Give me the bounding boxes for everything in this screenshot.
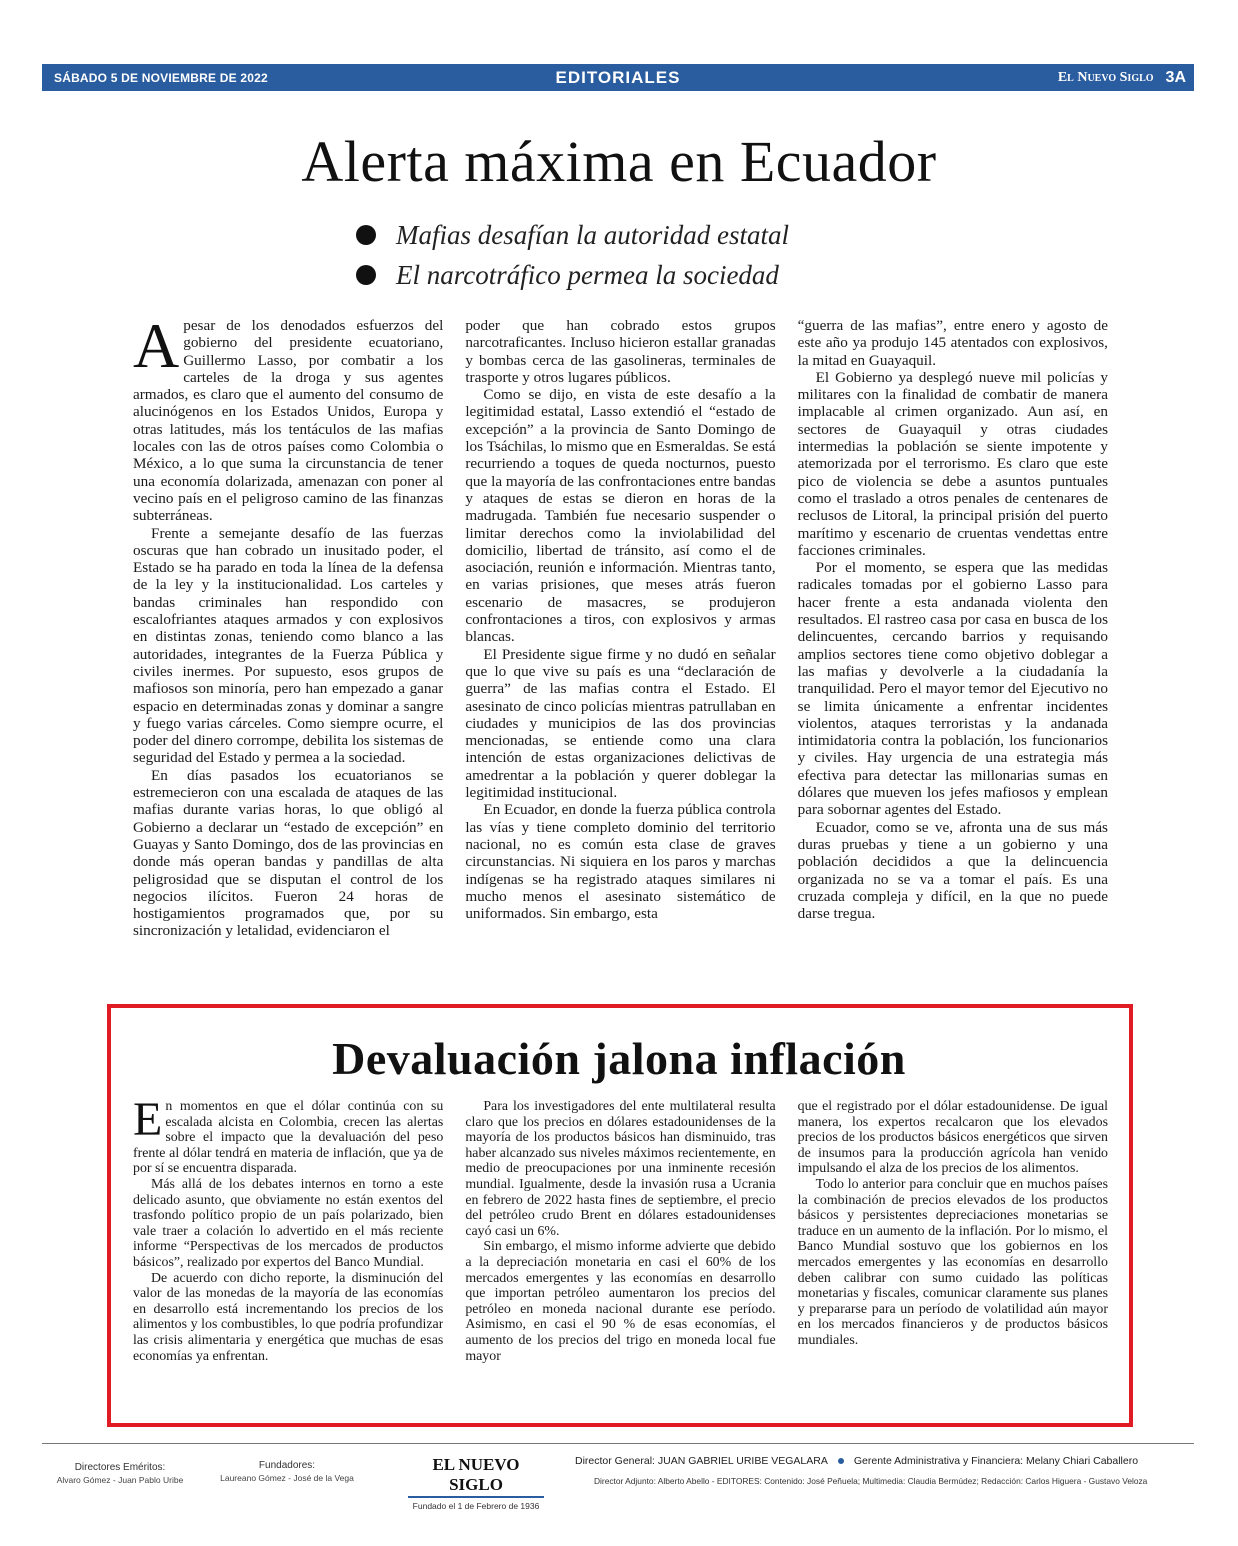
paragraph: Todo lo anterior para concluir que en muchos países la combinación de precios elevados de los productos básicos y persistentes depreciaciones monetarias se traduce en un aumento de la inflación. Por lo mismo, el Banco Mundial sostuvo que los gobiernos en los mercados emergentes y las economías en desarrollo deben calibrar con sumo cuidado las políticas monetarias y fiscales, comunicar claramente sus planes y prepararse para un período de volatilidad aún mayor en los mercados financieros y de productos básicos mundiales. xyxy=(797,1176,1108,1348)
subhead-2 xyxy=(356,255,789,295)
paragraph: Ecuador, como se ve, afronta una de sus más duras pruebas y tiene a un gobierno y una población decididos a que la delincuencia organizada no se va a tomar el país. Es una cruzada compleja y difícil, en la que no puede darse tregua. xyxy=(797,818,1108,923)
footer-divider xyxy=(42,1443,1194,1444)
paragraph: Apesar de los denodados esfuerzos del gobierno del presidente ecuatoriano, Guillermo Lasso, por combatir a los carteles de la droga y sus agentes armados, es claro que el aumento del consumo de alucinógenos en los Estados Unidos, Europa y otras latitudes, más los tentáculos de las mafias locales con las de otros países como Colombia o México, a lo que suma la circunstancia de tener una economía dolarizada, amenazan con poner al vecino país en el peligroso camino de las finanzas subterráneas. xyxy=(133,317,444,525)
issue-date: SÁBADO 5 DE NOVIEMBRE DE 2022 xyxy=(54,70,268,85)
paragraph: Más allá de los debates internos en torno a este delicado asunto, que obviamente no están exentos del trasfondo político propio de un país polarizado, bien vale traer a colación lo advertido en el más reciente informe “Perspectivas de los mercados de productos básicos”, realizado por expertos del Banco Mundial. xyxy=(133,1176,444,1270)
separator-dot-icon xyxy=(838,1458,844,1464)
page-header-bar xyxy=(42,64,1194,91)
editorial-2-headline: Devaluación jalona inflación xyxy=(332,1033,906,1084)
paragraph: Por el momento, se espera que las medidas radicales tomadas por el gobierno Lasso para hacer frente a esta andanada violenta den resultados. El rastreo casa por casa en busca de los delincuentes, cercando barrios y requisando amplios sectores tiene como objetivo doblegar a las mafias y devolverle a la ciudadanía la tranquilidad. Pero el mayor temor del Ejecutivo no se limita únicamente a enfrentar incidentes violentos, ataques terroristas y la andanada intimidatoria contra la población, los funcionarios y civiles. Hay urgencia de una estrategia más efectiva para detectar las millonarias sumas en dólares que mueven los jefes mafiosos y emplean para sobornar agentes del Estado. xyxy=(797,559,1108,819)
directores-names: Alvaro Gómez - Juan Pablo Uribe xyxy=(56,1475,184,1485)
editorial-2-column-2 xyxy=(465,1099,775,1409)
editorial-1-column-2 xyxy=(465,317,775,990)
masthead-line-2: Director Adjunto: Alberto Abello - EDITORES: Contenido: José Peñuela; Multimedia: Claudia Bermúdez; Redacción: Carlos Higuera - Gustavo Veloza xyxy=(594,1476,1148,1486)
directores-emeritos xyxy=(50,1462,190,1485)
directores-title: Directores Eméritos: xyxy=(74,1462,166,1473)
editorial-1-column-1 xyxy=(133,317,443,990)
editorial-2-column-3 xyxy=(798,1099,1108,1409)
paragraph: “guerra de las mafias”, entre enero y agosto de este año ya produjo 145 atentados con explosivos, la mitad en Guayaquil. xyxy=(797,317,1108,369)
subhead-1 xyxy=(356,215,789,255)
newspaper-brand: El Nuevo Siglo xyxy=(1057,69,1154,85)
fundadores xyxy=(212,1460,362,1483)
editorial-2-body xyxy=(133,1099,1108,1409)
page-number: 3A xyxy=(1165,68,1186,86)
gerente: Gerente Administrativa y Financiera: Melany Chiari Caballero xyxy=(853,1455,1139,1467)
paragraph: Como se dijo, en vista de este desafío a la legitimidad estatal, Lasso extendió el “estado de excepción” a la provincia de Santo Domingo de los Tsáchilas, lo mismo que en Esmeraldas. Se está recurriendo a toques de queda nocturnos, puesto que la mayoría de las confrontaciones entre bandas y ataques de estas se dieron en horas de la madrugada. También fue necesario suspender o limitar derechos como la inviolabilidad del domicilio, libertad de tránsito, así como el de asociación, reunión e información. Mientras tanto, en varias prisiones, que meses atrás fueron escenario de masacres, se produjeron confrontaciones a tiros, con explosivos y armas blancas. xyxy=(465,386,776,646)
fundadores-names: Laureano Gómez - José de la Vega xyxy=(220,1473,354,1483)
section-title: EDITORIALES xyxy=(555,67,681,87)
drop-cap: E xyxy=(133,1099,163,1146)
paragraph: El Gobierno ya desplegó nueve mil policías y militares con la finalidad de combatir de manera implacable al crimen organizado. Aun así, en sectores de Guayaquil y otras ciudades intermedias la población se siente impotente y atemorizada por el terrorismo. Es claro que este pico de violencia se debe a asuntos puntuales como el traslado a otros penales de centenares de reclusos de Litoral, la principal prisión del puerto marítimo y escenario de cruentas vendettas entre facciones criminales. xyxy=(797,368,1108,559)
fundadores-title: Fundadores: xyxy=(258,1460,316,1471)
editorial-2-column-1 xyxy=(133,1099,443,1409)
masthead-line-1 xyxy=(575,1455,1138,1467)
paragraph: En días pasados los ecuatorianos se estremecieron con una escalada de ataques de las mafias durante varias horas, lo que obligó al Gobierno a declarar un “estado de excepción” en Guayas y Santo Domingo, dos de las provincias en donde más operan bandas y pandillas de alta peligrosidad que se disputan el control de los negocios ilícitos. Fueron 24 horas de hostigamientos programados que, por su sincronización y letalidad, evidenciaron el xyxy=(133,766,444,940)
bullet-icon xyxy=(356,225,376,245)
drop-cap: A xyxy=(133,317,180,381)
subhead-text: Mafias desafían la autoridad estatal xyxy=(396,219,790,250)
paragraph: poder que han cobrado estos grupos narcotraficantes. Incluso hicieron estallar granadas y bombas cerca de las gasolineras, terminales de trasporte y otros lugares públicos. xyxy=(465,317,776,386)
subhead-text: El narcotráfico permea la sociedad xyxy=(396,259,779,290)
director-general: Director General: JUAN GABRIEL URIBE VEGALARA xyxy=(575,1455,828,1467)
editorial-1-column-3 xyxy=(798,317,1108,990)
footer-logo xyxy=(408,1455,544,1511)
paragraph: Sin embargo, el mismo informe advierte que debido a la depreciación monetaria en casi el 60% de los mercados emergentes y las economías en desarrollo que importan petróleo aumentaron los precios del petróleo en moneda nacional durante ese período. Asimismo, en casi el 90 % de esas economías, el aumento de los precios del trigo en moneda local fue mayor xyxy=(465,1239,776,1364)
paragraph: Frente a semejante desafío de las fuerzas oscuras que han cobrado un inusitado poder, el Estado se ha parado en toda la línea de la defensa de la ley y la institucionalidad. Los carteles y bandas criminales han respondido con escalofriantes ataques armados y con explosivos en distintas zonas, teniendo como blanco a las autoridades, integrantes de la Fuerza Pública y civiles inermes. Por supuesto, esos grupos de mafiosos son minoría, pero han empezado a ganar espacio en determinadas zonas y dominar a sangre y fuego varias cárceles. Como siempre ocurre, el poder del dinero corrompe, debilita los sistemas de seguridad del Estado y permea a la sociedad. xyxy=(133,524,444,767)
paragraph: Para los investigadores del ente multilateral resulta claro que los precios en dólares estadounidenses de la mayoría de los productos básicos han disminuido, tras haber alcanzado sus niveles máximos recientemente, en medio de preocupaciones por una inminente recesión mundial. Igualmente, desde la invasión rusa a Ucrania en febrero de 2022 hasta fines de septiembre, el precio del petróleo crudo Brent en dólares estadounidenses cayó casi un 6%. xyxy=(465,1099,776,1239)
editorial-1-headline: Alerta máxima en Ecuador xyxy=(301,129,937,194)
bullet-icon xyxy=(356,265,376,285)
paragraph: que el registrado por el dólar estadounidense. De igual manera, los expertos recalcaron que los elevados precios de los productos básicos energéticos que sirven de insumos para la producción agrícola han venido impulsando el alza de los precios de los alimentos. xyxy=(797,1099,1108,1177)
paragraph: En momentos en que el dólar continúa con su escalada alcista en Colombia, crecen las alertas sobre el impacto que la devaluación del peso frente al dólar tendrá en materia de inflación, que ya de por sí se encuentra disparada. xyxy=(133,1099,444,1177)
header-right xyxy=(1058,69,1186,87)
logo-text: EL NUEVO SIGLO xyxy=(408,1455,544,1498)
founded-date: Fundado el 1 de Febrero de 1936 xyxy=(412,1501,540,1511)
paragraph: De acuerdo con dicho reporte, la disminución del valor de las monedas de la mayoría de las economías en desarrollo está incrementando los precios de los alimentos y los combustibles, lo que podría profundizar las crisis alimentaria y energética que muchas de esas economías ya enfrentan. xyxy=(133,1270,444,1364)
paragraph: El Presidente sigue firme y no dudó en señalar que lo que vive su país es una “declaración de guerra” de las mafias contra el Estado. El asesinato de cinco policías mientras patrullaban en ciudades y municipios de las dos provincias mencionadas, se entiende como una clara intención de estas organizaciones delictivas de amedrentar a la población y querer doblegar la legitimidad institucional. xyxy=(465,645,776,802)
editorial-1-subheads xyxy=(356,215,789,295)
editorial-1-body xyxy=(133,317,1108,990)
paragraph: En Ecuador, en donde la fuerza pública controla las vías y tiene completo dominio del territorio nacional, no es común esta clase de graves circunstancias. Ni siquiera en los paros y marchas indígenas se ha registrado ataques similares ni mucho menos el asesinato sistemático de uniformados. Sin embargo, esta xyxy=(465,801,776,923)
